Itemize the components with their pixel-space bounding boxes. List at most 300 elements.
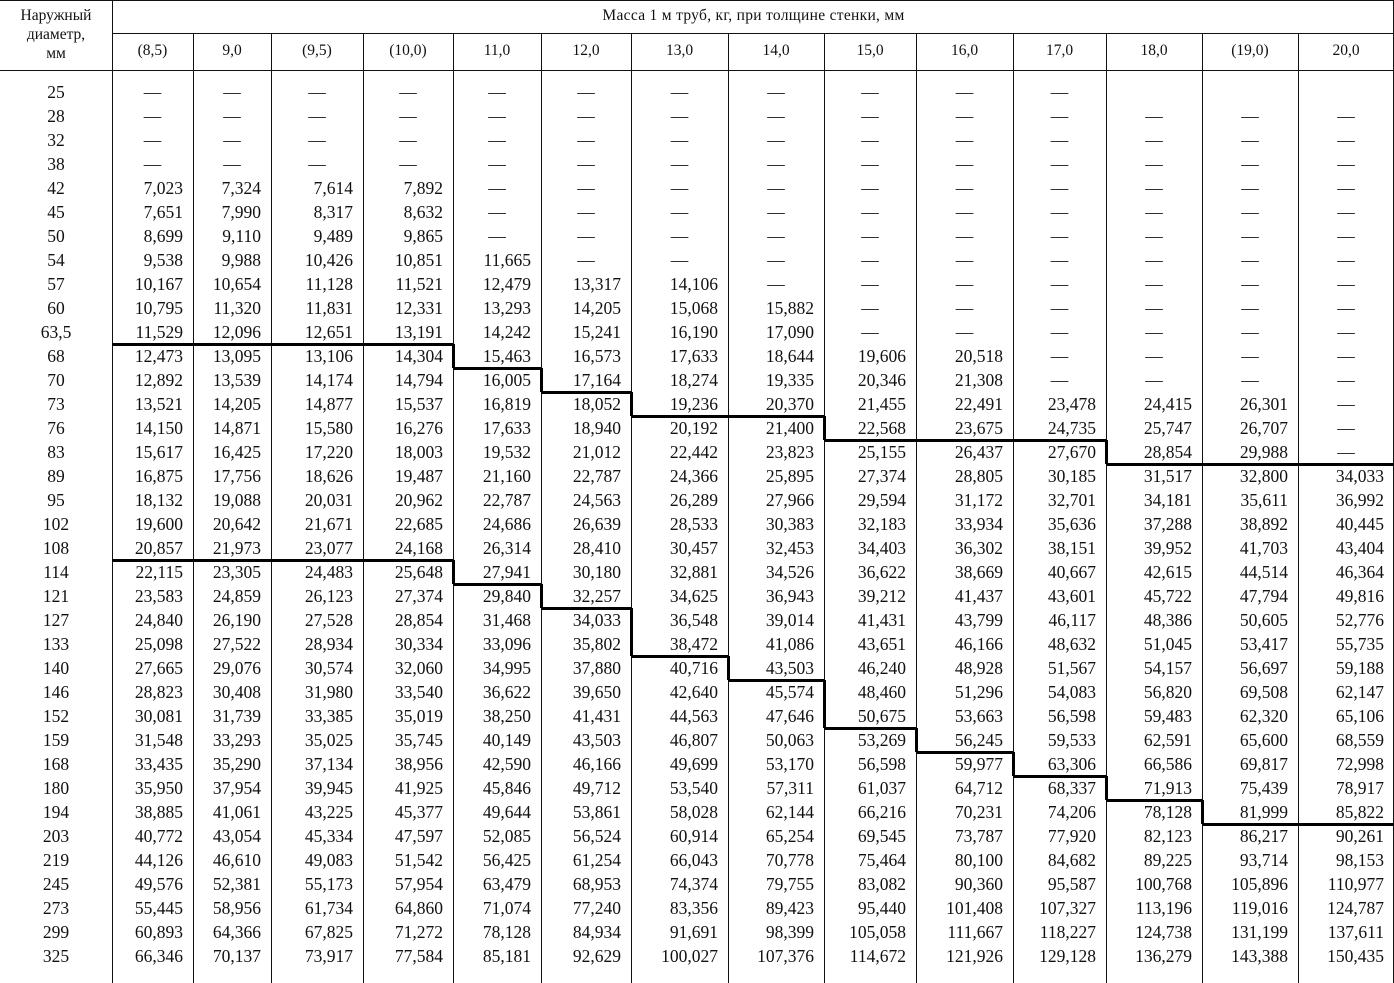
mass-cell: 71,074 [482, 898, 531, 918]
empty-mass-cell: — [1145, 298, 1163, 318]
empty-mass-cell: — [1050, 346, 1069, 366]
mass-cell: 73,917 [304, 946, 353, 966]
mass-cell: 53,540 [669, 778, 718, 798]
mass-cell: 31,739 [212, 706, 261, 726]
mass-cell: 21,308 [954, 370, 1003, 390]
mass-cell: 78,128 [482, 922, 531, 942]
empty-mass-cell: — [1050, 178, 1069, 198]
mass-cell: 17,090 [765, 322, 814, 342]
mass-cell: 32,060 [394, 658, 443, 678]
diameter-cell: 152 [42, 706, 70, 726]
mass-cell: 105,058 [849, 922, 906, 942]
mass-cell: 30,180 [572, 562, 621, 582]
mass-cell: 36,548 [669, 610, 718, 630]
empty-mass-cell: — [1050, 250, 1069, 270]
mass-cell: 41,431 [857, 610, 906, 630]
mass-cell: 24,563 [572, 490, 621, 510]
diameter-cell: 50 [47, 226, 65, 246]
mass-cell: 45,722 [1143, 586, 1192, 606]
mass-cell: 101,408 [946, 898, 1003, 918]
mass-cell: 22,568 [857, 418, 906, 438]
mass-cell: 21,455 [857, 394, 906, 414]
empty-mass-cell: — [577, 130, 595, 150]
mass-cell: 27,528 [304, 610, 353, 630]
empty-mass-cell: — [143, 154, 162, 174]
mass-cell: 18,644 [765, 346, 814, 366]
column-divider [916, 33, 917, 983]
empty-mass-cell: — [670, 130, 689, 150]
mass-cell: 30,408 [212, 682, 261, 702]
mass-cell: 118,227 [1039, 922, 1096, 942]
mass-cell: 49,083 [304, 850, 353, 870]
zone-boundary-line [916, 751, 1013, 754]
mass-cell: 55,735 [1335, 634, 1384, 654]
empty-mass-cell: — [1337, 346, 1355, 366]
mass-cell: 78,917 [1335, 778, 1384, 798]
column-divider [1013, 33, 1014, 983]
mass-cell: 11,665 [483, 250, 531, 270]
mass-cell: 47,794 [1239, 586, 1288, 606]
mass-cell: 95,440 [857, 898, 906, 918]
mass-cell [1298, 80, 1384, 104]
mass-cell: 19,600 [134, 514, 183, 534]
mass-cell: 16,276 [394, 418, 443, 438]
empty-mass-cell: — [577, 178, 595, 198]
mass-cell: 85,822 [1335, 802, 1384, 822]
mass-cell: 73,787 [954, 826, 1003, 846]
mass-cell: 91,691 [669, 922, 718, 942]
mass-cell: 137,611 [1327, 922, 1384, 942]
empty-mass-cell: — [767, 106, 785, 126]
mass-cell: 24,686 [482, 514, 531, 534]
empty-mass-cell: — [223, 82, 241, 102]
mass-cell: 29,988 [1239, 442, 1288, 462]
empty-mass-cell: — [488, 106, 506, 126]
mass-cell: 30,574 [304, 658, 353, 678]
empty-mass-cell: — [861, 106, 879, 126]
mass-cell: 62,147 [1335, 682, 1384, 702]
empty-mass-cell: — [1145, 154, 1163, 174]
mass-cell: 14,877 [304, 394, 353, 414]
mass-cell: 46,240 [857, 658, 906, 678]
mass-cell: 89,423 [765, 898, 814, 918]
mass-cell: 37,954 [212, 778, 261, 798]
mass-cell: 24,840 [134, 610, 183, 630]
mass-cell: 17,633 [669, 346, 718, 366]
mass-cell: 26,289 [669, 490, 718, 510]
empty-mass-cell: — [577, 202, 595, 222]
mass-cell: 44,514 [1239, 562, 1288, 582]
thickness-header: 18,0 [1140, 42, 1168, 59]
header-divider [112, 33, 1394, 34]
mass-cell: 35,802 [572, 634, 621, 654]
empty-mass-cell: — [399, 154, 417, 174]
mass-cell: 62,591 [1143, 730, 1192, 750]
mass-cell: 34,181 [1143, 490, 1192, 510]
mass-cell: 25,098 [134, 634, 183, 654]
mass-cell: 32,257 [572, 586, 621, 606]
zone-boundary-line [915, 728, 918, 752]
mass-cell: 74,206 [1047, 802, 1096, 822]
empty-mass-cell: — [955, 322, 974, 342]
mass-cell: 42,640 [669, 682, 718, 702]
diameter-cell: 168 [42, 754, 70, 774]
diameter-cell: 146 [42, 682, 70, 702]
mass-cell: 33,096 [482, 634, 531, 654]
diameter-cell: 108 [42, 538, 70, 558]
mass-cell: 57,311 [766, 778, 814, 798]
mass-cell: 13,106 [304, 346, 353, 366]
mass-cell: 39,945 [304, 778, 353, 798]
empty-mass-cell: — [955, 226, 974, 246]
mass-cell: 24,483 [304, 562, 353, 582]
mass-cell: 28,410 [572, 538, 621, 558]
diameter-cell: 63,5 [40, 322, 72, 342]
mass-cell: 14,871 [212, 418, 261, 438]
thickness-header: (8,5) [137, 42, 168, 59]
mass-cell: 59,533 [1047, 730, 1096, 750]
mass-cell: 68,559 [1335, 730, 1384, 750]
mass-cell: 33,293 [212, 730, 261, 750]
empty-mass-cell: — [1241, 250, 1259, 270]
diameter-cell: 140 [42, 658, 70, 678]
empty-mass-cell: — [1145, 274, 1163, 294]
mass-cell: 53,269 [857, 730, 906, 750]
mass-cell: 16,573 [572, 346, 621, 366]
empty-mass-cell: — [861, 178, 879, 198]
mass-cell: 31,980 [304, 682, 353, 702]
mass-cell: 84,682 [1047, 850, 1096, 870]
diameter-cell: 203 [42, 826, 70, 846]
mass-cell: 52,381 [212, 874, 261, 894]
mass-cell: 54,157 [1143, 658, 1192, 678]
mass-cell: 26,707 [1239, 418, 1288, 438]
mass-cell: 59,188 [1335, 658, 1384, 678]
mass-cell: 35,950 [134, 778, 183, 798]
mass-cell: 55,173 [304, 874, 353, 894]
mass-cell: 86,217 [1239, 826, 1288, 846]
mass-cell: 7,990 [221, 202, 261, 222]
mass-cell: 28,823 [134, 682, 183, 702]
mass-cell: 62,320 [1239, 706, 1288, 726]
zone-boundary-line [1105, 440, 1108, 464]
mass-cell: 14,106 [669, 274, 718, 294]
mass-cell: 33,540 [394, 682, 443, 702]
mass-cell: 35,745 [394, 730, 443, 750]
empty-mass-cell: — [767, 250, 785, 270]
mass-cell: 52,776 [1335, 610, 1384, 630]
mass-cell: 23,823 [765, 442, 814, 462]
diameter-cell: 245 [42, 874, 70, 894]
mass-cell: 30,334 [394, 634, 443, 654]
empty-mass-cell: — [670, 106, 689, 126]
empty-mass-cell: — [1337, 394, 1355, 414]
diameter-cell: 159 [42, 730, 70, 750]
mass-cell: 24,735 [1047, 418, 1096, 438]
mass-cell: 43,404 [1335, 538, 1384, 558]
mass-cell: 11,521 [395, 274, 443, 294]
mass-cell: 41,086 [765, 634, 814, 654]
diameter-cell: 83 [47, 442, 65, 462]
mass-cell: 46,807 [669, 730, 718, 750]
empty-mass-cell: — [670, 226, 689, 246]
mass-cell: 52,085 [482, 826, 531, 846]
zone-boundary-line [1202, 823, 1394, 826]
mass-cell: 34,995 [482, 658, 531, 678]
mass-cell: 72,998 [1335, 754, 1384, 774]
mass-cell: 35,290 [212, 754, 261, 774]
mass-cell: 13,521 [134, 394, 183, 414]
column-divider [824, 33, 825, 983]
mass-cell: 12,479 [482, 274, 531, 294]
mass-cell: 20,370 [765, 394, 814, 414]
mass-cell: 46,364 [1335, 562, 1384, 582]
mass-cell: 70,231 [954, 802, 1003, 822]
mass-cell: 41,437 [954, 586, 1003, 606]
empty-mass-cell: — [1241, 130, 1259, 150]
mass-cell: 35,019 [394, 706, 443, 726]
mass-cell: 68,953 [572, 874, 621, 894]
mass-cell: 11,128 [305, 274, 353, 294]
mass-cell: 8,317 [313, 202, 353, 222]
empty-mass-cell: — [1337, 202, 1355, 222]
mass-cell: 40,667 [1047, 562, 1096, 582]
mass-cell: 38,892 [1239, 514, 1288, 534]
thickness-header: 9,0 [222, 42, 242, 59]
mass-cell: 26,437 [954, 442, 1003, 462]
empty-mass-cell: — [1145, 346, 1163, 366]
thickness-header: 11,0 [483, 42, 511, 59]
empty-mass-cell: — [670, 154, 689, 174]
mass-cell: 78,128 [1143, 802, 1192, 822]
empty-mass-cell: — [1145, 202, 1163, 222]
mass-cell: 38,151 [1047, 538, 1096, 558]
mass-cell: 66,586 [1143, 754, 1192, 774]
mass-cell: 59,977 [954, 754, 1003, 774]
zone-boundary-line [541, 607, 631, 610]
mass-cell: 49,816 [1335, 586, 1384, 606]
mass-cell: 36,302 [954, 538, 1003, 558]
empty-mass-cell: — [399, 130, 417, 150]
diameter-cell: 38 [47, 154, 65, 174]
empty-mass-cell: — [577, 226, 595, 246]
mass-cell: 39,952 [1143, 538, 1192, 558]
column-divider [193, 33, 194, 983]
mass-cell: 55,445 [134, 898, 183, 918]
mass-cell: 82,123 [1143, 826, 1192, 846]
mass-cell: 11,529 [135, 322, 183, 342]
mass-cell: 64,860 [394, 898, 443, 918]
diameter-cell: 42 [47, 178, 65, 198]
empty-mass-cell: — [308, 154, 326, 174]
mass-cell: 66,216 [857, 802, 906, 822]
mass-cell: 22,787 [572, 466, 621, 486]
empty-mass-cell: — [1337, 154, 1355, 174]
mass-cell: 113,196 [1135, 898, 1192, 918]
mass-cell: 129,128 [1039, 946, 1096, 966]
mass-cell: 49,699 [669, 754, 718, 774]
mass-cell: 39,212 [857, 586, 906, 606]
mass-cell: 23,305 [212, 562, 261, 582]
empty-mass-cell: — [308, 106, 326, 126]
mass-cell: 47,646 [765, 706, 814, 726]
mass-cell: 45,574 [765, 682, 814, 702]
mass-cell: 12,892 [134, 370, 183, 390]
mass-cell: 83,082 [857, 874, 906, 894]
mass-cell: 9,538 [143, 250, 183, 270]
mass-cell: 18,132 [134, 490, 183, 510]
mass-cell: 85,181 [482, 946, 531, 966]
mass-cell: 27,374 [394, 586, 443, 606]
mass-cell: 38,885 [134, 802, 183, 822]
mass-cell: 22,787 [482, 490, 531, 510]
mass-cell: 10,167 [134, 274, 183, 294]
mass-cell: 17,756 [212, 466, 261, 486]
mass-cell: 119,016 [1231, 898, 1288, 918]
mass-cell: 24,168 [394, 538, 443, 558]
mass-cell: 48,460 [857, 682, 906, 702]
mass-cell: 33,435 [134, 754, 183, 774]
diameter-cell: 32 [47, 130, 65, 150]
mass-cell: 9,865 [403, 226, 443, 246]
mass-cell: 20,346 [857, 370, 906, 390]
mass-cell: 29,076 [212, 658, 261, 678]
mass-cell: 40,716 [669, 658, 718, 678]
mass-cell: 21,160 [482, 466, 531, 486]
empty-mass-cell: — [1337, 322, 1355, 342]
mass-cell: 30,081 [134, 706, 183, 726]
mass-cell: 64,712 [954, 778, 1003, 798]
mass-cell: 23,077 [304, 538, 353, 558]
mass-cell: 66,346 [134, 946, 183, 966]
mass-cell: 58,956 [212, 898, 261, 918]
empty-mass-cell: — [861, 82, 879, 102]
empty-mass-cell: — [1337, 130, 1355, 150]
mass-cell: 69,508 [1239, 682, 1288, 702]
mass-cell: 17,164 [572, 370, 621, 390]
mass-cell: 22,115 [135, 562, 183, 582]
mass-cell: 13,095 [212, 346, 261, 366]
mass-cell: 49,712 [572, 778, 621, 798]
mass-cell: 41,431 [572, 706, 621, 726]
diameter-cell: 102 [42, 514, 70, 534]
mass-cell: 10,795 [134, 298, 183, 318]
empty-mass-cell: — [1050, 106, 1069, 126]
empty-mass-cell: — [1337, 178, 1355, 198]
mass-cell: 26,314 [482, 538, 531, 558]
zone-boundary-line [1013, 775, 1106, 778]
mass-cell: 33,385 [304, 706, 353, 726]
mass-cell: 40,772 [134, 826, 183, 846]
mass-cell: 25,895 [765, 466, 814, 486]
mass-cell: 46,166 [572, 754, 621, 774]
diameter-cell: 194 [42, 802, 70, 822]
mass-cell: 13,293 [482, 298, 531, 318]
mass-cell: 13,191 [394, 322, 443, 342]
mass-cell: 48,386 [1143, 610, 1192, 630]
empty-mass-cell: — [577, 250, 595, 270]
empty-mass-cell: — [1050, 322, 1069, 342]
mass-cell: 37,880 [572, 658, 621, 678]
diameter-cell: 133 [42, 634, 70, 654]
mass-cell: 14,205 [572, 298, 621, 318]
empty-mass-cell: — [308, 130, 326, 150]
empty-mass-cell: — [670, 202, 689, 222]
mass-cell: 41,703 [1239, 538, 1288, 558]
mass-cell: 20,857 [134, 538, 183, 558]
mass-cell: 56,598 [1047, 706, 1096, 726]
mass-cell: 65,254 [765, 826, 814, 846]
diameter-column-divider [112, 0, 113, 983]
mass-cell: 45,377 [394, 802, 443, 822]
mass-cell: 23,583 [134, 586, 183, 606]
column-divider [631, 33, 632, 983]
zone-boundary-line [452, 344, 455, 368]
mass-cell: 31,548 [134, 730, 183, 750]
empty-mass-cell: — [223, 106, 241, 126]
empty-mass-cell: — [670, 82, 689, 102]
column-divider [1298, 33, 1299, 983]
mass-cell: 14,174 [304, 370, 353, 390]
mass-cell: 65,106 [1335, 706, 1384, 726]
mass-cell: 80,100 [954, 850, 1003, 870]
mass-cell: 7,892 [403, 178, 443, 198]
mass-cell: 11,320 [213, 298, 261, 318]
zone-boundary-line [824, 727, 916, 730]
mass-cell: 20,192 [669, 418, 718, 438]
mass-cell: 49,644 [482, 802, 531, 822]
empty-mass-cell: — [1050, 202, 1069, 222]
mass-cell: 35,025 [304, 730, 353, 750]
mass-cell: 15,537 [394, 394, 443, 414]
mass-cell: 61,037 [857, 778, 906, 798]
mass-cell: 22,442 [669, 442, 718, 462]
empty-mass-cell: — [955, 154, 974, 174]
empty-mass-cell: — [1241, 226, 1259, 246]
empty-mass-cell: — [577, 106, 595, 126]
mass-cell: 143,388 [1231, 946, 1288, 966]
mass-cell: 33,934 [954, 514, 1003, 534]
mass-cell: 7,614 [313, 178, 353, 198]
mass-cell: 70,778 [765, 850, 814, 870]
mass-cell: 32,701 [1047, 490, 1096, 510]
empty-mass-cell: — [861, 274, 879, 294]
mass-cell: 18,626 [304, 466, 353, 486]
empty-mass-cell: — [861, 250, 879, 270]
mass-cell: 68,337 [1047, 778, 1096, 798]
empty-mass-cell: — [1337, 370, 1355, 390]
mass-cell: 16,005 [482, 370, 531, 390]
zone-boundary-line [823, 680, 826, 728]
diameter-header-line-3: мм [46, 45, 66, 62]
mass-cell: 15,882 [765, 298, 814, 318]
mass-cell: 13,539 [212, 370, 261, 390]
mass-cell: 44,563 [669, 706, 718, 726]
thickness-header: (19,0) [1231, 42, 1269, 59]
empty-mass-cell: — [955, 274, 974, 294]
mass-cell: 51,567 [1047, 658, 1096, 678]
thickness-header: (10,0) [389, 42, 427, 59]
empty-mass-cell: — [1337, 298, 1355, 318]
mass-cell: 25,155 [857, 442, 906, 462]
empty-mass-cell: — [1241, 298, 1259, 318]
mass-cell: 124,787 [1327, 898, 1384, 918]
mass-cell: 54,083 [1047, 682, 1096, 702]
mass-cell: 18,003 [394, 442, 443, 462]
mass-cell: 48,632 [1047, 634, 1096, 654]
mass-cell: 64,366 [212, 922, 261, 942]
zone-boundary-line [1105, 776, 1108, 800]
